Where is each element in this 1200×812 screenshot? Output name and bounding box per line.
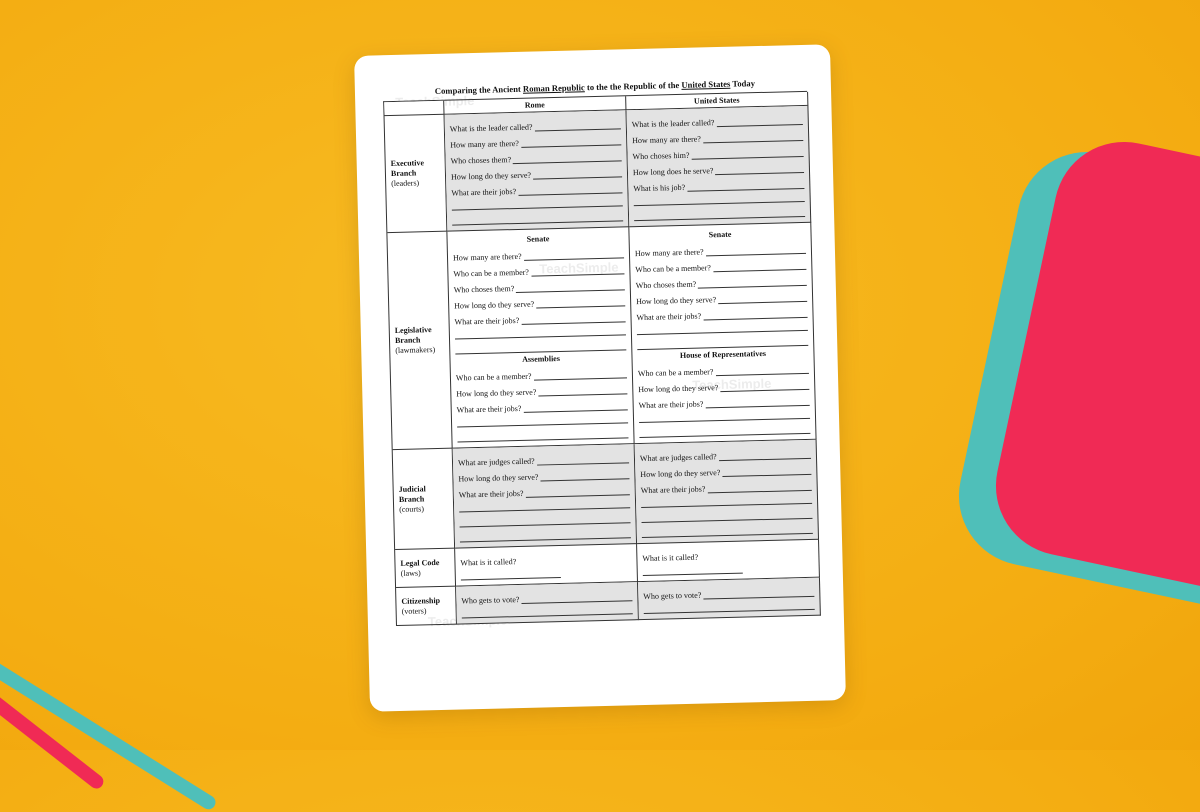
legislative-us-cell <box>629 223 816 444</box>
question-line[interactable]: What are judges called? <box>458 447 629 467</box>
worksheet-paper <box>354 44 846 711</box>
column-header-us: United States <box>626 92 808 110</box>
question-line[interactable]: How long do they serve? <box>458 463 629 483</box>
question-line[interactable]: How long do they serve? <box>456 378 627 398</box>
question-line[interactable]: How long do they serve? <box>640 459 811 479</box>
question-line[interactable]: How long does he serve? <box>633 157 804 177</box>
row-label-judicial: Judicial Branch (courts) <box>393 449 455 550</box>
citizenship-us-cell <box>638 578 821 620</box>
answer-line[interactable] <box>457 425 628 442</box>
executive-rome-cell <box>445 110 630 231</box>
column-header-rome: Rome <box>444 96 626 114</box>
answer-line[interactable] <box>642 521 813 538</box>
question-line: What is it called? <box>460 557 517 568</box>
question-line[interactable]: What are their jobs? <box>638 390 809 410</box>
question-line[interactable]: Who can be a member? <box>456 362 627 382</box>
section-title-assemblies: Assemblies <box>522 353 561 364</box>
legal-code-us-cell <box>637 540 820 582</box>
answer-line[interactable] <box>639 421 810 438</box>
question-line[interactable]: Who gets to vote? <box>461 585 632 605</box>
question-line: What is it called? <box>642 552 699 564</box>
question-line[interactable]: Who choses them? <box>635 270 806 290</box>
row-label-executive: Executive Branch (leaders) <box>385 115 448 233</box>
answer-line[interactable] <box>452 208 623 225</box>
question-line[interactable]: Who choses them? <box>450 145 621 165</box>
question-line[interactable]: Who can be a member? <box>638 358 809 378</box>
citizenship-rome-cell <box>456 582 639 624</box>
worksheet <box>383 77 820 626</box>
legislative-rome-cell <box>447 227 634 448</box>
question-line[interactable]: What are their jobs? <box>451 177 622 197</box>
watermark-logo: TeachSimple <box>539 259 619 277</box>
row-label-citizenship: Citizenship (voters) <box>396 587 457 626</box>
question-line[interactable]: How long do they serve? <box>636 286 807 306</box>
question-line[interactable]: How many are there? <box>450 129 621 149</box>
row-label-legal-code: Legal Code (laws) <box>395 549 456 588</box>
question-line[interactable]: Who can be a member? <box>635 254 806 274</box>
answer-line[interactable] <box>643 561 743 576</box>
answer-line[interactable] <box>460 525 631 542</box>
question-line[interactable]: What is the leader called? <box>450 113 621 133</box>
question-line[interactable]: What are their jobs? <box>640 475 811 495</box>
question-line[interactable]: What are their jobs? <box>459 479 630 499</box>
question-line[interactable]: Who choses them? <box>454 274 625 294</box>
question-line[interactable]: Who choses him? <box>632 141 803 161</box>
worksheet-title: Comparing the Ancient Roman Republic to the the Republic of the United States Today <box>434 78 756 96</box>
row-label-legislative: Legislative Branch (lawmakers) <box>387 232 452 450</box>
question-line[interactable]: Who can be a member? <box>453 258 624 278</box>
question-line[interactable]: How long do they serve? <box>451 161 622 181</box>
legal-code-rome-cell <box>455 544 638 586</box>
judicial-rome-cell <box>453 444 637 548</box>
question-line[interactable]: What are judges called? <box>640 443 811 463</box>
question-line[interactable]: What are their jobs? <box>636 302 807 322</box>
section-title-house: House of Representatives <box>679 348 767 361</box>
answer-line[interactable] <box>641 506 812 523</box>
answer-line[interactable] <box>455 337 626 354</box>
question-line[interactable]: How many are there? <box>632 125 803 145</box>
judicial-us-cell <box>635 440 819 544</box>
section-title-senate: Senate <box>708 229 732 240</box>
question-line[interactable]: What is the leader called? <box>632 109 803 129</box>
question-line[interactable]: How long do they serve? <box>454 290 625 310</box>
answer-line[interactable] <box>637 333 808 350</box>
comparison-table <box>383 91 820 626</box>
answer-line[interactable] <box>634 204 805 221</box>
question-line[interactable]: What is his job? <box>633 173 804 193</box>
question-line[interactable]: What are their jobs? <box>456 394 627 414</box>
watermark-logo: TeachSimple <box>692 375 772 393</box>
question-line[interactable]: What are their jobs? <box>454 306 625 326</box>
question-line[interactable]: How many are there? <box>635 238 806 258</box>
executive-us-cell <box>626 106 811 227</box>
question-line[interactable]: How long do they serve? <box>638 374 809 394</box>
answer-line[interactable] <box>461 565 561 580</box>
answer-line[interactable] <box>459 510 630 527</box>
question-line[interactable]: How many are there? <box>453 242 624 262</box>
section-title-senate: Senate <box>526 234 550 244</box>
table-corner <box>384 101 444 116</box>
question-line[interactable]: Who gets to vote? <box>643 581 814 601</box>
